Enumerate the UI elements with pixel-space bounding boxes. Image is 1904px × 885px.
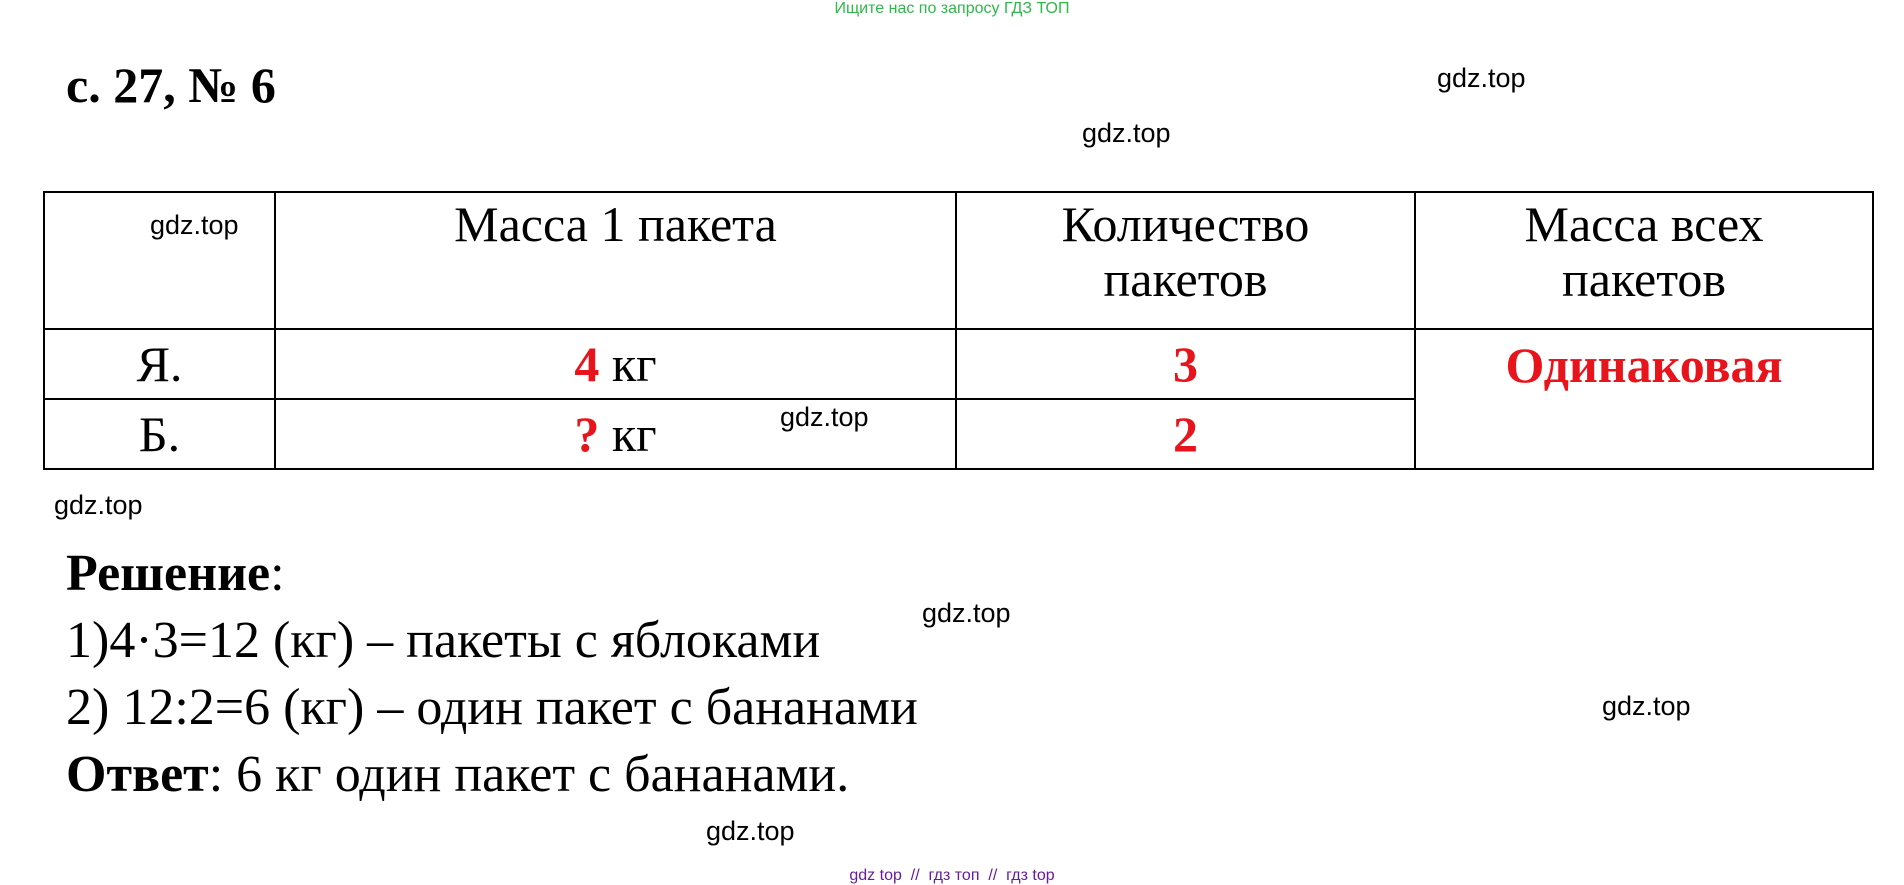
watermark: gdz.top <box>706 816 795 846</box>
row-label: Б. <box>44 399 275 469</box>
table-row <box>44 329 1873 399</box>
mass-unit: кг <box>611 405 657 462</box>
solution-heading <box>66 545 285 602</box>
count-value: 2 <box>1173 405 1198 462</box>
watermark: gdz.top <box>1437 63 1526 93</box>
count-cell <box>956 329 1415 399</box>
page-title: с. 27, № 6 <box>66 57 276 113</box>
watermark: gdz.top <box>780 402 869 432</box>
mass-unit: кг <box>611 335 657 392</box>
mass-value: ? <box>574 405 600 462</box>
header-cell-total-mass <box>1415 192 1873 329</box>
header-count-text: Количество пакетов <box>1061 196 1310 307</box>
header-total-text: Масса всех пакетов <box>1524 196 1764 307</box>
header-cell-count <box>956 192 1415 329</box>
answer-label: Ответ <box>66 746 209 803</box>
header-cell-mass-one: Масса 1 пакета <box>275 192 956 329</box>
count-value: 3 <box>1173 335 1198 392</box>
solution-step-1: 1)4·3=12 (кг) – пакеты с яблоками <box>66 612 821 669</box>
answer-line <box>66 746 850 803</box>
watermark: gdz.top <box>150 210 239 240</box>
count-cell <box>956 399 1415 469</box>
solution-step-2: 2) 12:2=6 (кг) – один пакет с бананами <box>66 679 918 736</box>
total-mass-value: Одинаковая <box>1505 337 1783 393</box>
mass-value: 4 <box>574 335 600 392</box>
row-label: Я. <box>44 329 275 399</box>
table-header-row <box>44 192 1873 329</box>
watermark: gdz.top <box>54 490 143 520</box>
task-table <box>43 191 1874 470</box>
watermark: gdz.top <box>922 598 1011 628</box>
watermark: gdz.top <box>1602 691 1691 721</box>
footer-links: gdz top // гдз топ // гдз top <box>849 867 1055 884</box>
mass-cell <box>275 329 956 399</box>
answer-text: : 6 кг один пакет с бананами. <box>208 746 850 803</box>
solution-heading-colon: : <box>270 545 285 602</box>
solution-heading-label: Решение <box>66 545 271 602</box>
total-mass-cell <box>1415 329 1873 469</box>
watermark: gdz.top <box>1082 118 1171 148</box>
top-banner: Ищите нас по запросу ГДЗ ТОП <box>834 0 1070 17</box>
